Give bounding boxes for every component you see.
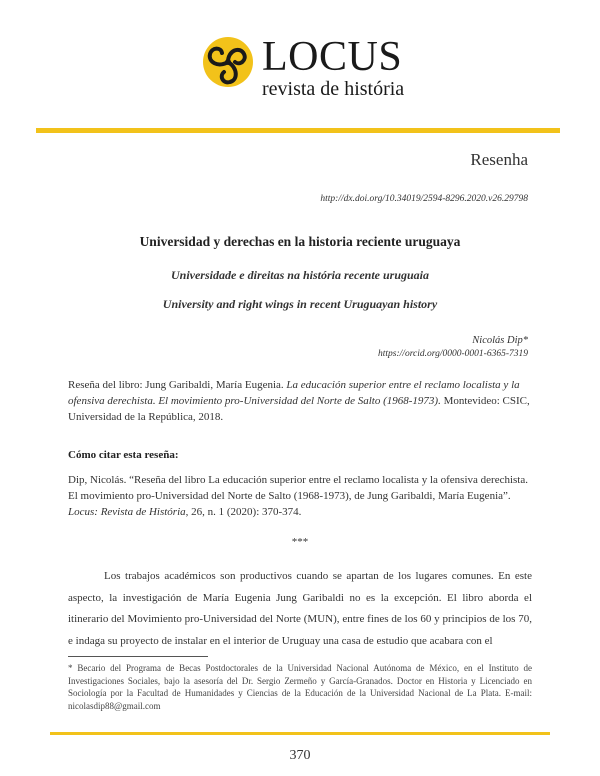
citation-journal: Locus: Revista de História [68,506,186,518]
body-paragraph [68,566,532,652]
footnote: * Becario del Programa de Becas Postdoctorales de la Universidad Nacional Autónoma de México, en el Instituto de Investigaciones Sociales, bajo la asesoría del Dr. Sergio Zermeño y García-Granados. Doctor en Historia y Licenciado en Sociología por la Facultad de Humanidades y Ciencias de la Educación de la Universidad Nacional de La Plata. E-mail: nicolasdip88@gmail.com [68,663,532,711]
orcid-link[interactable]: https://orcid.org/0000-0001-6365-7319 [378,349,528,359]
reviewed-book-prefix: Reseña del libro: Jung Garibaldi, María Eugenia. [68,379,287,391]
page-number: 370 [289,748,311,763]
article-title-english: University and right wings in recent Uruguayan history [162,297,438,311]
header-divider [36,128,560,133]
reviewed-book-suffix: Montevideo: CSIC, Universidad de la República, 2018. [68,395,530,423]
citation-text-end: , 26, n. 1 (2020): 370-374. [185,506,302,518]
citation-heading: Cómo citar esta reseña: [68,449,179,461]
doi-link[interactable]: http://dx.doi.org/10.34019/2594-8296.2020.v26.29798 [320,194,528,204]
triskele-logo-icon [202,36,254,88]
reviewed-book-title: La educación superior entre el reclamo localista y la ofensiva derechista. El movimiento pro-Universidad del Norte de Salto (1968-1973). [68,379,520,407]
journal-logo-title: LOCUS [262,34,403,80]
section-separator: *** [291,536,309,548]
body-paragraph-text: Los trabajos académicos son productivos cuando se apartan de los lugares comunes. En este aspecto, la investigación de María Eugenia Jung Garibaldi no es la excepción. El libro aborda el itinerario del Movimiento pro-Universidad del Norte (MUN), entre fines de los 60 y principios de los 70, e indaga su proyecto de instalar en el interior de Uruguay una casa de estudio que acabara con el [68,570,532,647]
article-title-spanish: Universidad y derechas en la historia reciente uruguaya [139,234,461,249]
article-title-portuguese: Universidade e direitas na história recente uruguaia [170,268,430,282]
reviewed-book-reference [68,377,532,425]
journal-logo-subtitle: revista de história [262,78,405,100]
section-label: Resenha [470,150,528,169]
author-name: Nicolás Dip* [472,335,528,346]
footer-divider [50,732,550,735]
footnote-divider [68,656,208,657]
citation-text [68,472,532,520]
citation-text-main: Dip, Nicolás. “Reseña del libro La educación superior entre el reclamo localista y la ofensiva derechista. El movimiento pro-Universidad del Norte de Salto (1968-1973), de Jung Garibaldi, María Eugenia”. [68,474,528,502]
